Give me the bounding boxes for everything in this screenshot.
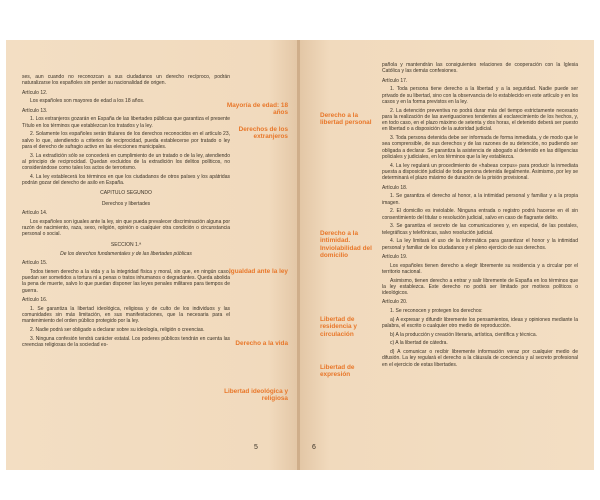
- paragraph: 4. La ley regulará un procedimiento de «habeas corpus» para producir la inmediata puesta a disposición judicial de toda persona detenida ilegalmente. Asimismo, por ley se determinará el plazo máximo de duración de la prisión provisional.: [382, 162, 578, 182]
- margin-note: Mayoría de edad: 18 años: [226, 102, 288, 117]
- paragraph: 1. Los extranjeros gozarán en España de las libertades públicas que garantiza el presente Título en los términos que establezcan los tratados y la ley.: [22, 116, 230, 129]
- paragraph: a) A expresar y difundir libremente los pensamientos, ideas y opiniones mediante la palabra, el escrito o cualquier otro medio de reproducción.: [382, 316, 578, 330]
- paragraph: De los derechos fundamentales y de las libertades públicas: [60, 250, 192, 257]
- page-number-right: 6: [312, 444, 316, 451]
- paragraph: Artículo 12.: [22, 89, 48, 96]
- margin-note: Libertad de expresión: [320, 364, 355, 379]
- paragraph: b) A la producción y creación literaria, artística, científica y técnica.: [390, 331, 538, 338]
- page-number-left: 5: [254, 444, 258, 451]
- margin-note: Libertad ideológica y religiosa: [224, 388, 288, 403]
- paragraph: Artículo 15.: [22, 260, 48, 267]
- paragraph: 2. Solamente los españoles serán titulares de los derechos reconocidos en el artículo 23, salvo lo que, atendiendo a criterios de reciprocidad, pueda establecerse por tratado o ley para el derecho de sufragio activo en las elecciones municipales.: [22, 131, 230, 150]
- paragraph: Los españoles son iguales ante la ley, sin que pueda prevalecer discriminación alguna por razón de nacimiento, raza, sexo, religión, opinión o cualquier otra condición o circunstancia personal o social.: [22, 218, 230, 238]
- paragraph: Los españoles tienen derecho a elegir libremente su residencia y a circular por el territorio nacional.: [382, 262, 578, 275]
- paragraph: 4. La ley limitará el uso de la informática para garantizar el honor y la intimidad personal y familiar de los ciudadanos y el pleno ejercicio de sus derechos.: [382, 238, 578, 251]
- paragraph: Derechos y libertades: [101, 200, 151, 207]
- paragraph: Artículo 17.: [382, 77, 408, 84]
- paragraph: 1. Toda persona tiene derecho a la libertad y a la seguridad. Nadie puede ser privado de su libertad, sino con la observancia de lo establecido en este artículo y en los casos y en la forma previstos en la ley.: [382, 86, 578, 105]
- paragraph: 1. Se garantiza la libertad ideológica, religiosa y de culto de los individuos y las comunidades sin más limitación, en sus manifestaciones, que la necesaria para el mantenimiento del orden público protegido por la ley.: [22, 305, 230, 325]
- paragraph: 1. Se reconocen y protegen los derechos:: [390, 308, 483, 315]
- paragraph: Todos tienen derecho a la vida y a la integridad física y moral, sin que, en ningún caso, puedan ser sometidos a tortura ni a penas o tratos inhumanos o degradantes. Queda abolida la pena de muerte, salvo lo que puedan disponer las leyes penales militares para tiempos de guerra.: [22, 268, 230, 294]
- left-text-column: [22, 74, 230, 351]
- paragraph: SECCION 1.ª: [110, 241, 142, 248]
- paragraph: Los españoles son mayores de edad a los 18 años.: [30, 98, 145, 105]
- paragraph: 2. Nadie podrá ser obligado a declarar sobre su ideología, religión o creencias.: [30, 327, 205, 334]
- left-page: [6, 40, 298, 470]
- margin-note: Libertad de residencia y circulación: [320, 316, 357, 338]
- paragraph: Artículo 16.: [22, 297, 48, 304]
- paragraph: 3. La extradición sólo se concederá en cumplimiento de un tratado o de la ley, atendiendo al principio de reciprocidad. Quedan excluidos de la extradición los delitos políticos, no considerándose como tales los actos de terrorismo.: [22, 152, 230, 172]
- paragraph: 3. Toda persona detenida debe ser informada de forma inmediata, y de modo que le sea comprensible, de sus derechos y de las razones de su detención, no pudiendo ser obligada a declarar. Se garantiza la asistencia de abogado al detenido en las diligencias policiales y judiciales, en los términos que la ley establezca.: [382, 135, 578, 161]
- paragraph: 2. El domicilio es inviolable. Ninguna entrada o registro podrá hacerse en él sin consentimiento del titular o resolución judicial, salvo en caso de flagrante delito.: [382, 208, 578, 221]
- margin-note: Igualdad ante la ley: [229, 268, 288, 275]
- paragraph: 3. Ninguna confesión tendrá carácter estatal. Los poderes públicos tendrán en cuenta las creencias religiosas de la sociedad es-: [22, 335, 230, 348]
- paragraph: ses, aun cuando no reconozcan a sus ciudadanos un derecho recíproco, podrán naturalizarse los españoles sin perder su nacionalidad de origen.: [22, 74, 230, 87]
- paragraph: Artículo 19.: [382, 253, 408, 260]
- right-page: [300, 40, 594, 470]
- right-text-column: [382, 62, 578, 370]
- margin-note: Derecho a la vida: [235, 340, 288, 347]
- paragraph: 4. La ley establecerá los términos en que los ciudadanos de otros países y los apátridas podrán gozar del derecho de asilo en España.: [22, 173, 230, 187]
- paragraph: pañola y mantendrán las consiguientes relaciones de cooperación con la Iglesia Católica y las demás confesiones.: [382, 62, 578, 75]
- paragraph: 2. La detención preventiva no podrá durar más del tiempo estrictamente necesario para la realización de las averiguaciones tendentes al esclarecimiento de los hechos, y, en todo caso, en el plazo máximo de setenta y dos horas, el detenido deberá ser puesto en libertad o a disposición de la autoridad judicial.: [382, 107, 578, 133]
- paragraph: CAPITULO SEGUNDO: [100, 190, 152, 197]
- margin-note: Derechos de los extranjeros: [238, 126, 288, 141]
- margin-note: Derecho a la intimidad. Inviolabilidad del domicilio: [320, 230, 372, 260]
- paragraph: Artículo 14.: [22, 210, 48, 216]
- paragraph: Artículo 18.: [382, 184, 408, 191]
- paragraph: Asimismo, tienen derecho a entrar y salir libremente de España en los términos que la ley establezca. Este derecho no podrá ser limitado por motivos políticos o ideológicos.: [382, 277, 578, 297]
- paragraph: 1. Se garantiza el derecho al honor, a la intimidad personal y familiar y a la propia imagen.: [382, 193, 578, 206]
- paragraph: Artículo 20.: [382, 299, 408, 306]
- paragraph: d) A comunicar o recibir libremente información veraz por cualquier medio de difusión. La ley regulará el derecho a la cláusula de conciencia y al secreto profesional en el ejercicio de estas libertades.: [382, 349, 578, 368]
- paragraph: Artículo 13.: [22, 107, 48, 114]
- paragraph: 3. Se garantiza el secreto de las comunicaciones y, en especial, de las postales, telegráficas y telefónicas, salvo resolución judicial.: [382, 223, 578, 236]
- margin-note: Derecho a la libertad personal: [320, 112, 372, 127]
- paragraph: c) A la libertad de cátedra.: [390, 340, 448, 347]
